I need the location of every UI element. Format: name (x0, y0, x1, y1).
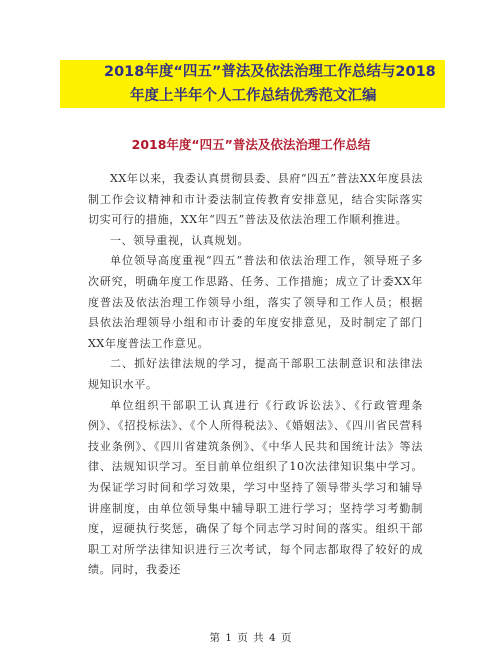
section-title: 2018年度“四五”普法及依法治理工作总结 (131, 137, 371, 152)
main-title-line-1: 2018年度“四五”普法及依法治理工作总结与2018 (104, 64, 436, 80)
page-footer: 第 1 页 共 4 页 (209, 632, 293, 644)
body-text (88, 169, 423, 581)
main-title (60, 60, 445, 108)
main-title-line-2: 年度上半年个人工作总结优秀范文汇编 (130, 88, 377, 104)
paragraph-heading-1: 一、领导重视，认真规划。 (110, 233, 250, 247)
paragraph-intro: XX年以来，我委认真贯彻县委、县府“四五”普法XX年度县法制工作会议精神和市计委法制宣传教育安排意见，结合实际落实切实可行的措施，XX年“四五”普法及依法治理工作顺利推进。 (88, 172, 423, 227)
paragraph-leadership: 单位领导高度重视“四五”普法和依法治理工作，领导班子多次研究，明确年度工作思路、任务、工作措施；成立了计委XX年度普法及依法治理工作领导小组，落实了领导和工作人员；根据县依法治理领导小组和市计委的年度安排意见，及时制定了部门XX年度普法工作意见。 (88, 254, 423, 350)
paragraph-study: 单位组织干部职工认真进行《行政诉讼法》、《行政管理条例》、《招投标法》、《个人所得税法》、《婚姻法》、《四川省民营科技业条例》、《四川省建筑条例》、《中华人民共和国统计法》等法律、法规知识学习。至目前单位组织了10次法律知识集中学习。为保证学习时间和学习效果，学习中坚持了领导带头学习和辅导讲座制度，由单位领导集中辅导职工进行学习；坚持学习考勤制度，逗硬执行奖惩，确保了每个同志学习时间的落实。组织干部职工对所学法律知识进行三次考试，每个同志都取得了较好的成绩。同时，我委还 (88, 398, 423, 577)
paragraph-heading-2: 二、抓好法律法规的学习，提高干部职工法制意识和法律法规知识水平。 (88, 357, 423, 391)
